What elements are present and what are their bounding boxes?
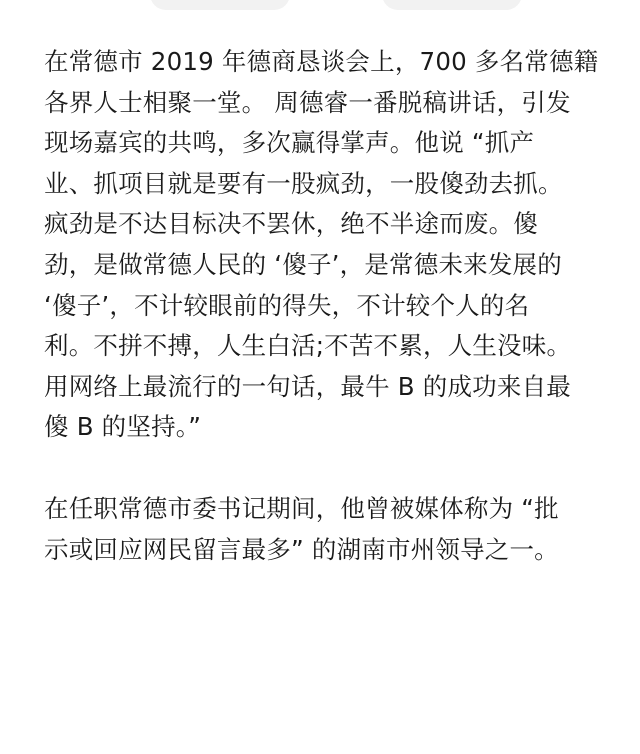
paragraph-spacer: [44, 448, 604, 489]
text-line: 业、抓项目就是要有一股疯劲，一股傻劲去抓。: [44, 168, 563, 198]
paragraph-1: [44, 42, 604, 448]
article-body: [44, 42, 604, 570]
text-line: ‘傻子’，不计较眼前的得失，不计较个人的名: [44, 290, 530, 320]
text-line: 疯劲是不达目标决不罢休，绝不半途而废。傻: [44, 209, 538, 239]
text-line: 劲，是做常德人民的 ‘傻子’，是常德未来发展的: [44, 249, 562, 279]
text-line: 示或回应网民留言最多” 的湖南市州领导之一。: [44, 534, 559, 564]
text-line: 利。不拼不搏，人生白活;不苦不累，人生没味。: [44, 331, 572, 361]
top-pill-left: [150, 0, 290, 10]
text-line: 现场嘉宾的共鸣，多次赢得掌声。他说 “抓产: [44, 128, 535, 158]
text-line: 各界人士相聚一堂。 周德睿一番脱稿讲话，引发: [44, 87, 571, 117]
text-line: 用网络上最流行的一句话，最牛 B 的成功来自最: [44, 371, 571, 401]
text-line: 在任职常德市委书记期间，他曾被媒体称为 “批: [44, 493, 559, 523]
text-line: 傻 B 的坚持。”: [44, 412, 202, 442]
text-line: 在常德市 2019 年德商恳谈会上，700 多名常德籍: [44, 47, 599, 76]
paragraph-2: [44, 489, 604, 570]
top-edge: [0, 0, 640, 10]
top-pill-right: [382, 0, 522, 10]
